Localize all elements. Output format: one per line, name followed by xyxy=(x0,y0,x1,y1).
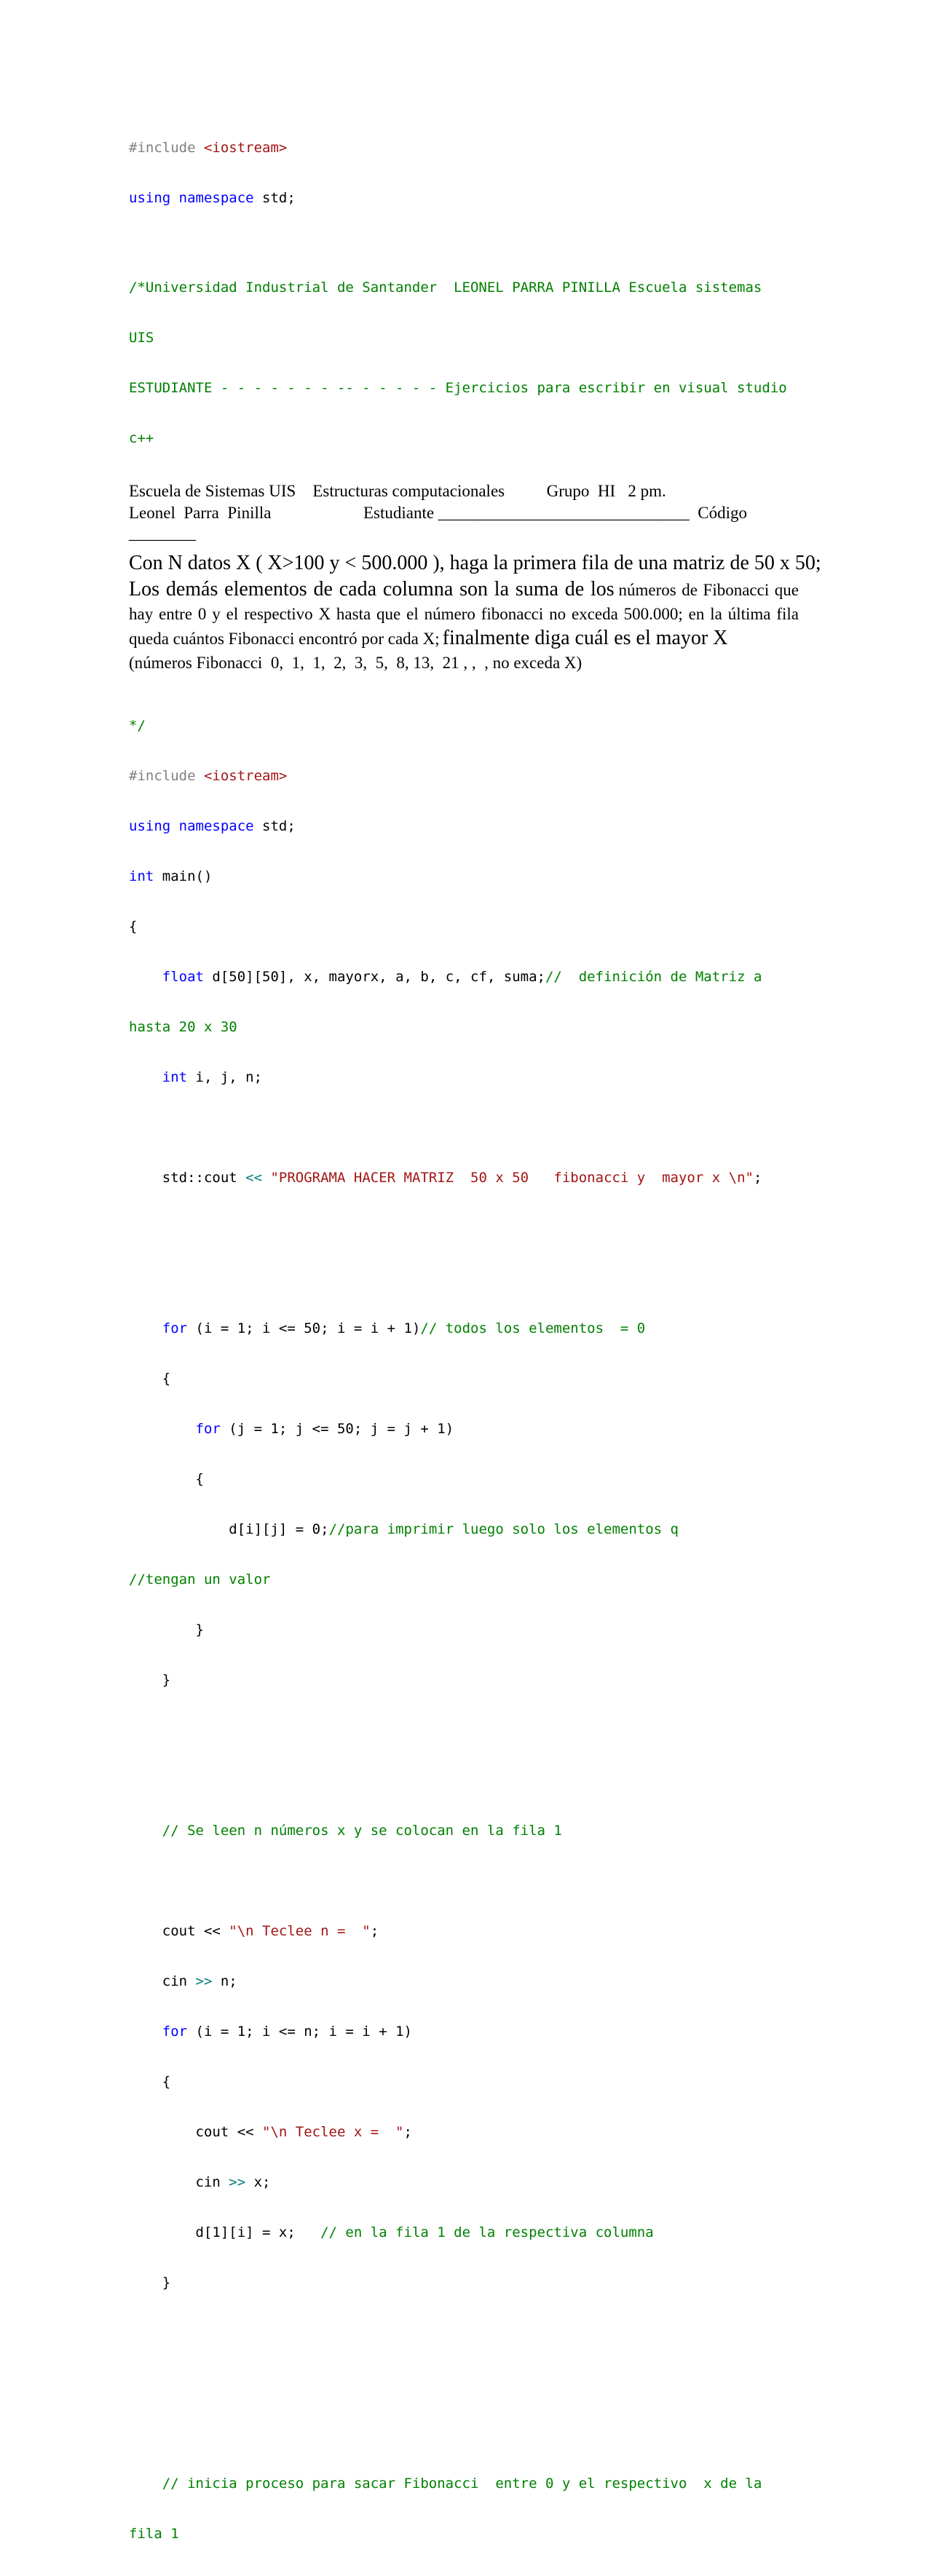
include-line: #include <iostream> xyxy=(129,140,288,156)
using-line: using namespace std; xyxy=(129,190,296,206)
code-block-top xyxy=(129,106,799,240)
doc-header-row1: Escuela de Sistemas UIS Estructuras computacionales Grupo HI 2 pm. xyxy=(129,482,666,500)
code-block-main: */ #include <iostream> using namespace std; int main() { float d[50][50], x, mayorx, a, b, c, cf, suma;// definición de Matriz a hasta 20 x 30 int i, j, n; std::cout << "PROGRAMA HACER MATRIZ 50 x 50 fibonacci y mayor x \n"; for (i = 1; i <= 50; i = i + 1)// todos los elementos = 0 { for (j = 1; j <= 50; j = j + 1) { d[i][j] = 0;//para imprimir luego solo los elementos q //tengan un valor } } // Se leen n números x y se colocan en la fila 1 cout << "\n Teclee n = "; cin >> n; for (i = 1; i <= n; i = i + 1) { cout << "\n Teclee x = "; cin >> x; d[1][i] = x; // en la fila 1 de la respectiva columna } // inicia proceso para sacar Fibonacci entre 0 y el respectivo x de la fila 1 xyxy=(129,718,762,2542)
problem-line-1: Con N datos X ( X>100 y < 500.000 ), haga la primera fila de una matriz de 50 x 50; xyxy=(129,552,821,574)
header-comment: /*Universidad Industrial de Santander LEONEL PARRA PINILLA Escuela sistemas UIS ESTUDIANTE - - - - - - - -- - - - - - Ejercicios para escribir en visual studio c++ xyxy=(129,280,787,446)
document-page xyxy=(129,106,821,2576)
doc-header-row2: Leonel Parra Pinilla Estudiante ______________________________ Código xyxy=(129,504,748,522)
student-name-blank: ______________________________ xyxy=(438,504,690,522)
problem-body: Los demás elementos de cada columna son la suma de los números de Fibonacci que hay entre 0 y el respectivo X hasta que el número fibonacci no exceda 500.000; en la última fila queda cuántos Fibonacci encontró por cada X; finalmente diga cuál es el mayor X xyxy=(129,578,799,649)
code-number-blank: ________ xyxy=(129,524,196,542)
problem-statement xyxy=(129,550,821,674)
fibonacci-examples: (números Fibonacci 0, 1, 1, 2, 3, 5, 8, 13, 21 , , , no exceda X) xyxy=(129,654,582,672)
